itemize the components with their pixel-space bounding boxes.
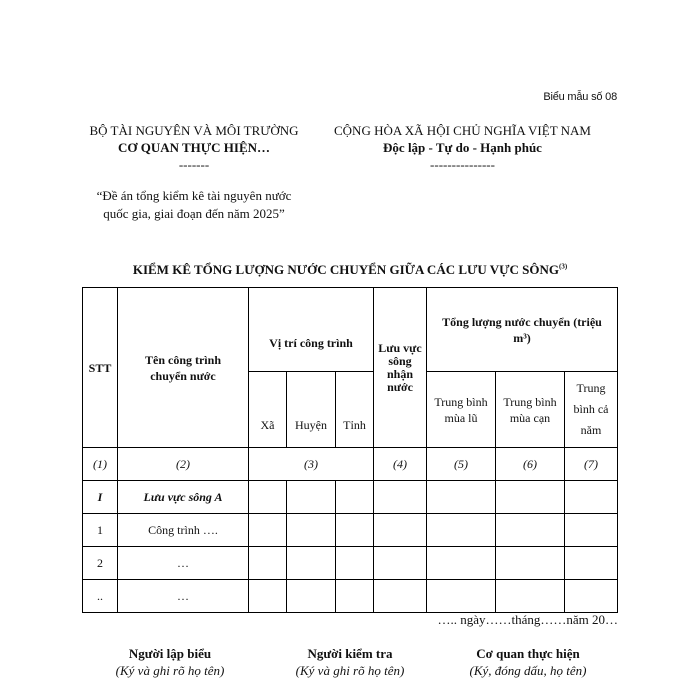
left-divider: ------- [178, 157, 210, 172]
empty-cell [287, 547, 336, 580]
right-divider: --------------- [430, 157, 495, 172]
table-row [83, 547, 618, 580]
basin-header-line-3: nhận [386, 366, 414, 381]
col-number: (2) [118, 448, 249, 481]
empty-cell [249, 580, 287, 613]
row-stt: .. [83, 580, 118, 613]
agency-name: CƠ QUAN THỰC HIỆN… [117, 140, 271, 155]
motto: Độc lập - Tự do - Hạnh phúc [383, 140, 542, 155]
signature-title: Người kiểm tra [307, 646, 393, 661]
empty-cell [374, 514, 427, 547]
row-name: Lưu vực sông A [118, 481, 249, 514]
table-row [83, 514, 618, 547]
name-header-line-2: chuyển nước [150, 368, 216, 383]
annual-header-line-3: năm [580, 423, 602, 437]
district-header: Huyện [287, 372, 336, 448]
dry-season-header [496, 372, 565, 448]
total-header-line-1: Tổng lượng nước chuyển (triệu [442, 314, 602, 329]
name-header-line-1: Tên công trình [144, 352, 221, 367]
col-number: (1) [83, 448, 118, 481]
empty-cell [427, 547, 496, 580]
empty-cell [565, 514, 618, 547]
empty-cell [336, 547, 374, 580]
empty-cell [565, 580, 618, 613]
empty-cell [287, 514, 336, 547]
row-name: Công trình …. [118, 514, 249, 547]
col-number: (7) [565, 448, 618, 481]
empty-cell [336, 514, 374, 547]
left-header [78, 122, 310, 173]
annual-header-line-2: bình cả [573, 402, 609, 416]
empty-cell [496, 514, 565, 547]
row-stt: I [83, 481, 118, 514]
location-header: Vị trí công trình [249, 288, 374, 372]
basin-header-line-2: sông [388, 353, 412, 368]
flood-header-line-2: mùa lũ [444, 410, 478, 425]
empty-cell [496, 547, 565, 580]
signature-preparer [70, 645, 270, 679]
empty-cell [565, 481, 618, 514]
empty-cell [427, 481, 496, 514]
inventory-table [82, 287, 618, 613]
basin-header-line-1: Lưu vực [378, 340, 422, 355]
row-stt: 2 [83, 547, 118, 580]
project-line-1: “Đề án tổng kiểm kê tài nguyên nước [96, 188, 292, 203]
date-line: ….. ngày……tháng……năm 20… [437, 612, 618, 627]
row-name: … [118, 547, 249, 580]
signature-note: (Ký và ghi rõ họ tên) [295, 663, 405, 678]
empty-cell [287, 481, 336, 514]
signature-note: (Ký, đóng dấu, họ tên) [469, 663, 587, 678]
title-footnote: (3) [558, 262, 568, 271]
empty-cell [427, 514, 496, 547]
form-number: Biểu mẫu số 08 [543, 91, 617, 103]
empty-cell [249, 481, 287, 514]
row-name: … [118, 580, 249, 613]
stt-header: STT [83, 288, 118, 448]
col-number: (6) [496, 448, 565, 481]
empty-cell [287, 580, 336, 613]
nation-name: CỘNG HÒA XÃ HỘI CHỦ NGHĨA VIỆT NAM [334, 123, 591, 138]
document-title [0, 262, 700, 278]
total-header [427, 288, 618, 372]
empty-cell [374, 580, 427, 613]
col-number: (3) [249, 448, 374, 481]
col-number: (5) [427, 448, 496, 481]
column-number-row [83, 448, 618, 481]
signature-checker [250, 645, 450, 679]
basin-header-line-4: nước [387, 379, 413, 394]
empty-cell [496, 580, 565, 613]
col-number: (4) [374, 448, 427, 481]
table-row [83, 481, 618, 514]
flood-header-line-1: Trung bình [434, 394, 488, 409]
empty-cell [249, 547, 287, 580]
empty-cell [496, 481, 565, 514]
empty-cell [336, 481, 374, 514]
total-header-line-2: m³) [513, 330, 531, 345]
empty-cell [336, 580, 374, 613]
empty-cell [565, 547, 618, 580]
signature-note: (Ký và ghi rõ họ tên) [115, 663, 225, 678]
right-header [320, 122, 605, 173]
commune-header: Xã [249, 372, 287, 448]
signature-agency [428, 645, 628, 679]
project-name [78, 187, 310, 223]
signature-title: Cơ quan thực hiện [476, 646, 580, 661]
dry-header-line-1: Trung bình [503, 394, 557, 409]
empty-cell [427, 580, 496, 613]
empty-cell [374, 547, 427, 580]
annual-header-line-1: Trung [576, 381, 606, 395]
title-text: KIỂM KÊ TỔNG LƯỢNG NƯỚC CHUYỂN GIỮA CÁC LƯU VỰC SÔNG [132, 262, 559, 277]
table-row [83, 580, 618, 613]
flood-season-header [427, 372, 496, 448]
empty-cell [374, 481, 427, 514]
dry-header-line-2: mùa cạn [509, 410, 551, 425]
annual-header [565, 372, 618, 448]
basin-header [374, 288, 427, 448]
ministry-name: BỘ TÀI NGUYÊN VÀ MÔI TRƯỜNG [89, 123, 299, 138]
empty-cell [249, 514, 287, 547]
row-stt: 1 [83, 514, 118, 547]
signature-title: Người lập biểu [128, 646, 212, 661]
project-line-2: quốc gia, giai đoạn đến năm 2025” [103, 206, 285, 221]
name-header [118, 288, 249, 448]
province-header: Tỉnh [336, 372, 374, 448]
